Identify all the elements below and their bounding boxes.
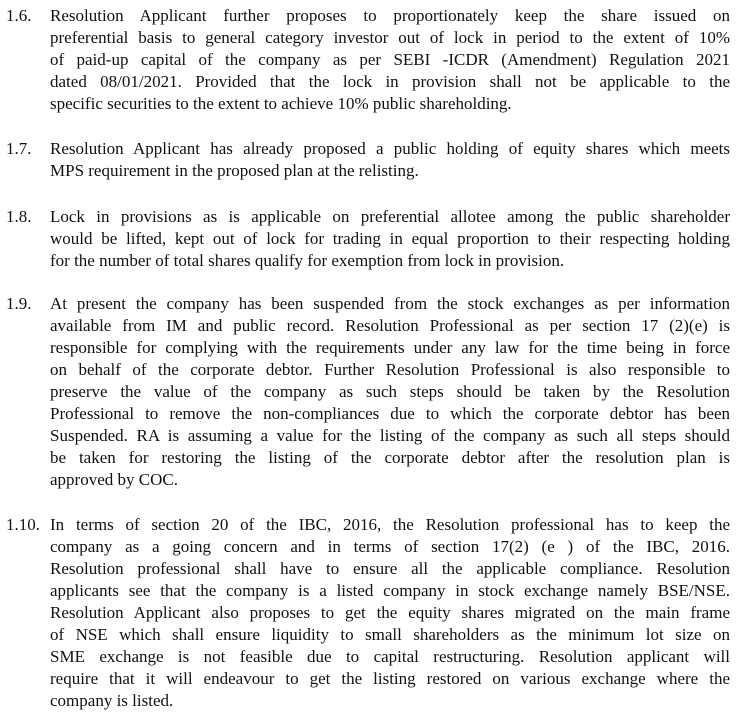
text-line: preferential basis to general category investor out of lock in period to the extent of 10%: [50, 28, 730, 47]
text-line: of paid-up capital of the company as per SEBI -ICDR (Amendment) Regulation 2021: [50, 50, 730, 69]
clause-text: [50, 514, 730, 712]
clause-text: [50, 5, 730, 115]
clause-text: [50, 293, 730, 491]
text-line: In terms of section 20 of the IBC, 2016, the Resolution professional has to keep the: [50, 515, 730, 534]
text-line: on behalf of the corporate debtor. Further Resolution Professional is also responsible to: [50, 360, 730, 379]
text-line: Resolution Applicant also proposes to get the equity shares migrated on the main frame: [50, 603, 730, 622]
text-line: MPS requirement in the proposed plan at the relisting.: [50, 161, 419, 180]
text-line: Professional to remove the non-compliances due to which the corporate debtor has been: [50, 404, 730, 423]
clause-number: 1.9.: [6, 294, 32, 313]
text-line: available from IM and public record. Resolution Professional as per section 17 (2)(e) is: [50, 316, 730, 335]
text-line: dated 08/01/2021. Provided that the lock in provision shall not be applicable to the: [50, 72, 730, 91]
text-line: of NSE which shall ensure liquidity to small shareholders as the minimum lot size on: [50, 625, 730, 644]
text-line: responsible for complying with the requirements under any law for the time being in force: [50, 338, 730, 357]
text-line: preserve the value of the company as such steps should be taken by the Resolution: [50, 382, 730, 401]
text-line: for the number of total shares qualify for exemption from lock in provision.: [50, 251, 565, 270]
text-line: SME exchange is not feasible due to capital restructuring. Resolution applicant will: [50, 647, 730, 666]
text-line: be taken for restoring the listing of the corporate debtor after the resolution plan is: [50, 448, 730, 467]
clause-text: [50, 138, 730, 182]
text-line: Lock in provisions as is applicable on preferential allotee among the public shareholder: [50, 207, 730, 226]
text-line: applicants see that the company is a listed company in stock exchange namely BSE/NSE.: [50, 581, 730, 600]
text-line: approved by COC.: [50, 470, 178, 489]
text-line: company as a going concern and in terms of section 17(2) (e ) of the IBC, 2016.: [50, 537, 730, 556]
text-line: would be lifted, kept out of lock for trading in equal proportion to their respecting holding: [50, 229, 730, 248]
clause-number: 1.8.: [6, 207, 32, 226]
text-line: Resolution Applicant has already proposed a public holding of equity shares which meets: [50, 139, 730, 158]
text-line: At present the company has been suspended from the stock exchanges as per information: [50, 294, 730, 313]
clause-number: 1.7.: [6, 139, 32, 158]
clause-number: 1.10.: [6, 515, 40, 534]
clause-number: 1.6.: [6, 6, 32, 25]
text-line: Suspended. RA is assuming a value for the listing of the company as such all steps should: [50, 426, 730, 445]
text-line: Resolution professional shall have to ensure all the applicable compliance. Resolution: [50, 559, 730, 578]
text-line: specific securities to the extent to achieve 10% public shareholding.: [50, 94, 512, 113]
text-line: require that it will endeavour to get the listing restored on various exchange where the: [50, 669, 730, 688]
clause-text: [50, 206, 730, 272]
text-line: company is listed.: [50, 691, 174, 710]
text-line: Resolution Applicant further proposes to proportionately keep the share issued on: [50, 6, 730, 25]
